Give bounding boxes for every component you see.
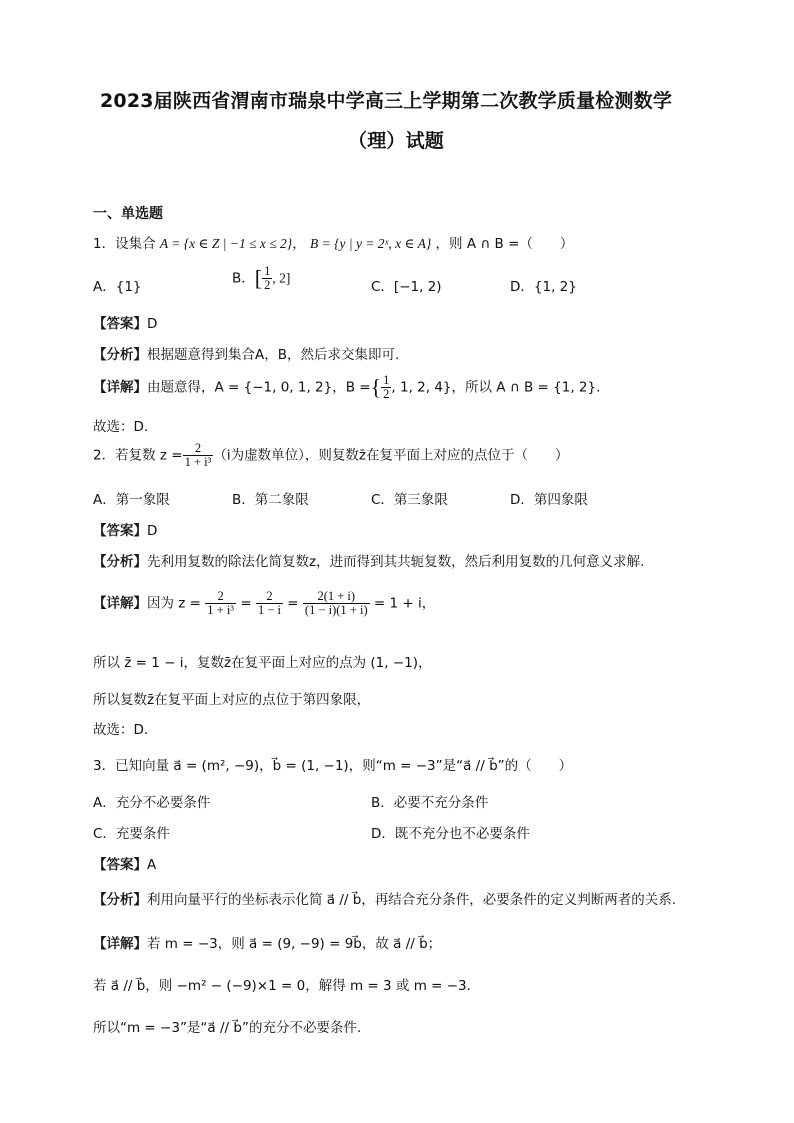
q2-detail-frac-2: $\frac{2}{1 - i}$ <box>257 589 281 617</box>
q3-option-c: C．充要条件 <box>93 826 170 842</box>
q2-detail-frac-1: $\frac{2}{\text{1 + i³}}$ <box>207 589 235 617</box>
q2-option-c: C．第三象限 <box>371 492 448 508</box>
q1-option-c: C．[−1, 2) <box>371 279 442 295</box>
question-2: 2．若复数 z = $\frac{2}{\text{1 + i³}}$ （i为虚数单位），则复数z̄在复平面上对应的点位于（ ） <box>93 441 569 469</box>
q2-detail-line3: 所以复数z̄在复平面上对应的点位于第四象限， <box>93 692 371 708</box>
q1-detail-fraction: $\frac{1}{2}$ <box>383 373 390 401</box>
q1-option-b: B．[ $\frac{1}{2}$ , 2] <box>232 264 291 292</box>
q3-detail-line2: 若 a⃗ // b⃗，则 −m² − (−9)×1 = 0，解得 m = 3 或 m = −3． <box>93 978 481 994</box>
q1-option-a: A．{1} <box>93 279 142 295</box>
q2-detail-frac-3: $\frac{2(1 + i)}{(1 - i)(1 + i)}$ <box>304 589 368 617</box>
q1-set-a: A = {x ∈ Z | −1 ≤ x ≤ 2} <box>159 236 293 251</box>
q1-option-b-fraction: $\frac{1}{2}$ <box>264 264 271 292</box>
q1-option-d: D．{1, 2} <box>510 279 577 295</box>
doc-title-line2: （理）试题 <box>348 130 445 152</box>
q3-option-a: A．充分不必要条件 <box>93 795 211 811</box>
section-heading: 一、单选题 <box>93 206 163 222</box>
q2-option-b: B．第二象限 <box>232 492 309 508</box>
q2-answer: 【答案】D <box>93 523 158 539</box>
q2-detail: 【详解】因为 z = $\frac{2}{\text{1 + i³}}$ = $\frac{2}{1 - i}$ = $\frac{2(1 + i)}{(1 - i)(1 + i)}$ = 1 + i， <box>93 589 436 617</box>
q2-choose: 故选：D. <box>93 722 149 738</box>
q3-option-b: B．必要不充分条件 <box>371 795 489 811</box>
q2-detail-line2: 所以 z̄ = 1 − i，复数z̄在复平面上对应的点为 (1, −1)， <box>93 655 432 671</box>
q2-fraction: $\frac{2}{\text{1 + i³}}$ <box>184 441 212 469</box>
q1-set-b: B = {y | y = 2ˣ, x ∈ A} <box>309 236 432 251</box>
q1-detail: 【详解】由题意得，A = {−1, 0, 1, 2}，B ={ $\frac{1}{2}$ , 1, 2, 4}，所以 A ∩ B = {1, 2}. <box>93 373 601 401</box>
question-3: 3．已知向量 a⃗ = (m², −9)，b⃗ = (1, −1)，则“m = −3”是“a⃗ // b⃗”的（ ） <box>93 758 573 774</box>
doc-title-line1: 2023届陕西省渭南市瑞泉中学高三上学期第二次教学质量检测数学 <box>100 90 673 112</box>
q3-detail-line3: 所以“m = −3”是“a⃗ // b⃗”的充分不必要条件． <box>93 1020 371 1036</box>
q2-analysis: 【分析】先利用复数的除法化简复数z，进而得到其共轭复数，然后利用复数的几何意义求解. <box>93 554 645 570</box>
q1-ask: ，则 A ∩ B =（ ） <box>435 236 574 252</box>
q1-number: 1．设集合 <box>93 236 156 252</box>
q3-option-d: D．既不充分也不必要条件 <box>371 826 530 842</box>
q2-option-d: D．第四象限 <box>510 492 588 508</box>
q3-answer: 【答案】A <box>93 857 157 873</box>
q1-choose: 故选：D. <box>93 419 149 435</box>
q2-option-a: A．第一象限 <box>93 492 170 508</box>
q1-analysis: 【分析】根据题意得到集合A，B，然后求交集即可. <box>93 347 400 363</box>
question-1: 1．设集合 A = {x ∈ Z | −1 ≤ x ≤ 2}， B = {y | y = 2ˣ, x ∈ A} ，则 A ∩ B =（ ） <box>93 236 574 252</box>
q3-detail: 【详解】若 m = −3，则 a⃗ = (9, −9) = 9b⃗，故 a⃗ // b⃗； <box>93 936 442 952</box>
q1-answer: 【答案】D <box>93 316 158 332</box>
q3-analysis: 【分析】利用向量平行的坐标表示化简 a⃗ // b⃗，再结合充分条件，必要条件的定义判断两者的关系. <box>93 892 677 908</box>
